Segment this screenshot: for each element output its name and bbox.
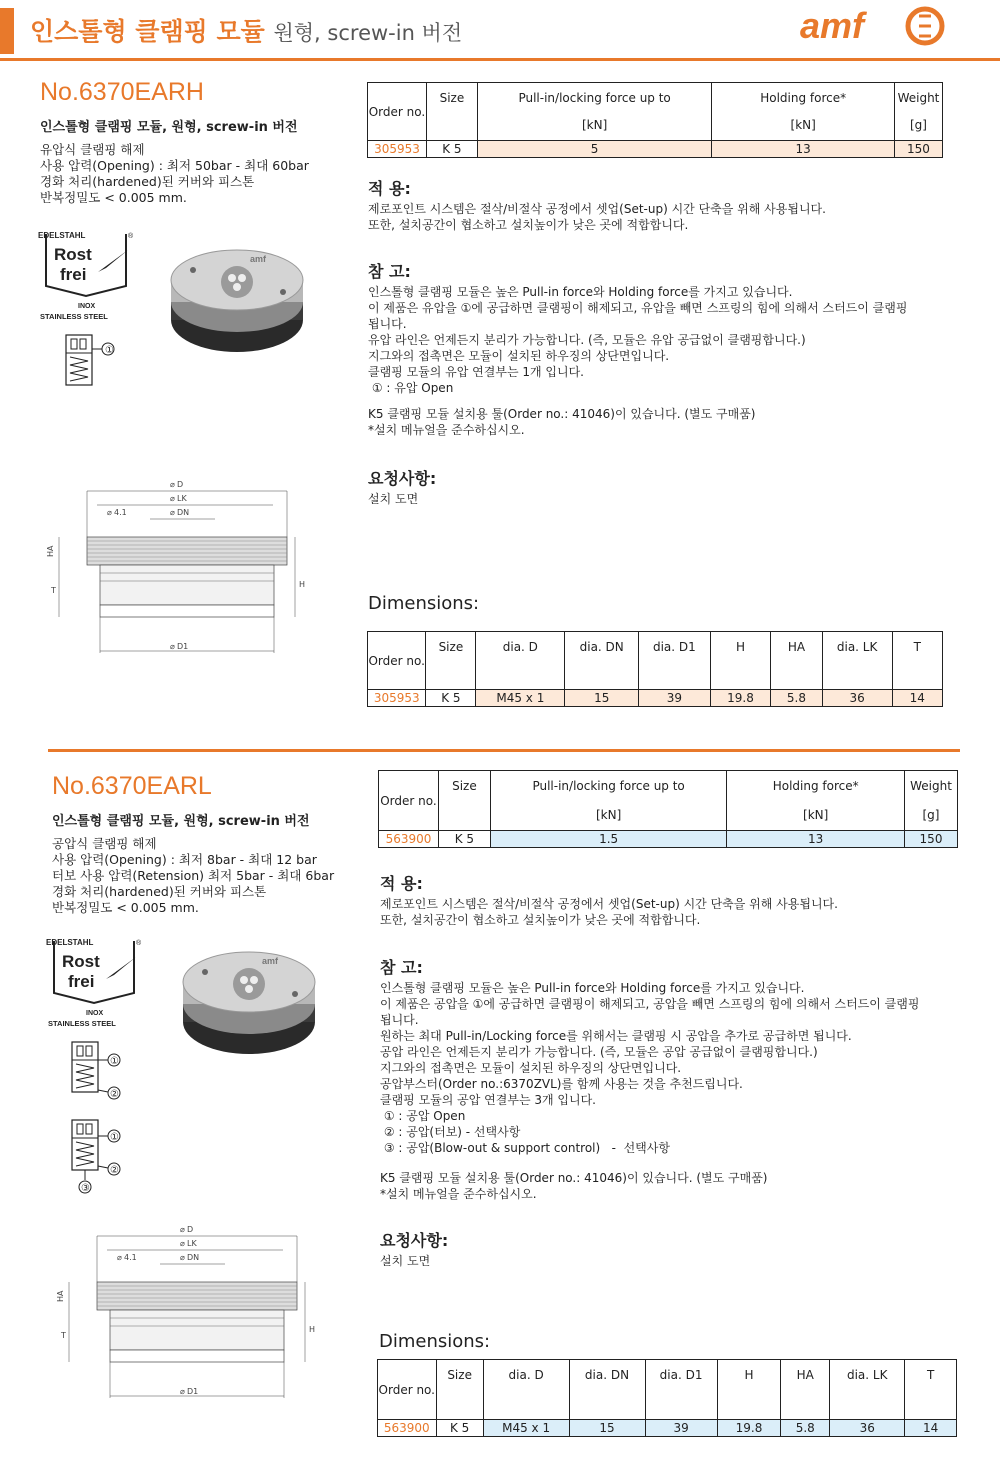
svg-text:D1: D1: [177, 642, 189, 651]
table-row: [368, 690, 943, 707]
product2-note-text: [380, 980, 980, 1202]
product1-apply-text: [368, 201, 958, 233]
svg-text:LK: LK: [177, 494, 187, 503]
svg-text:⌀: ⌀: [180, 1225, 185, 1234]
cell-dia-d: M45 x 1: [483, 1420, 569, 1437]
product2-request-item: 설치 도면: [380, 1254, 431, 1268]
svg-text:⌀: ⌀: [170, 480, 175, 489]
col-order: Order no.: [378, 1360, 437, 1420]
product1-note-text: [368, 284, 968, 438]
cell-dia-d1: 39: [645, 1420, 717, 1437]
product2-subtitle: 인스톨형 클램핑 모듈, 원형, screw-in 버전: [52, 814, 310, 829]
svg-text:②: ②: [110, 1165, 119, 1176]
note-line: 지그와의 접촉면은 모듈이 설치된 하우징의 상단면입니다.: [368, 349, 670, 363]
apply-line: 또한, 설치공간이 협소하고 설치높이가 낮은 곳에 적합합니다.: [368, 218, 689, 232]
cell-h: 19.8: [710, 690, 770, 707]
cell-dia-d1: 39: [639, 690, 711, 707]
svg-text:⌀: ⌀: [180, 1387, 185, 1396]
col-pull-in: Pull-in/locking force up to: [490, 771, 727, 804]
product1-line: 반복정밀도 < 0.005 mm.: [40, 190, 187, 205]
product1-request-heading: 요청사항:: [368, 469, 437, 488]
product1-spec-table: [367, 82, 943, 158]
svg-text:⌀: ⌀: [170, 642, 175, 651]
svg-text:Rost: Rost: [54, 245, 92, 264]
svg-text:frei: frei: [68, 972, 95, 991]
col-t: T: [905, 1360, 957, 1420]
product2-technical-drawing: [55, 1220, 335, 1405]
page-title-sub: 원형, screw-in 버전: [273, 21, 463, 45]
svg-text:INOX: INOX: [78, 303, 96, 310]
cell-dia-dn: 15: [569, 1420, 645, 1437]
svg-text:⌀: ⌀: [180, 1253, 185, 1262]
page-title-main: 인스톨형 클램핑 모듈: [30, 17, 265, 46]
hydraulic-symbol-1: [62, 333, 132, 388]
col-size: Size: [426, 83, 477, 115]
note-line: 인스톨형 클램핑 모듈은 높은 Pull-in force와 Holding force를 가지고 있습니다.: [368, 285, 793, 299]
svg-text:frei: frei: [60, 265, 87, 284]
table-row: [378, 1420, 957, 1437]
cell-size: K 5: [426, 690, 476, 707]
product2-image: [167, 942, 332, 1062]
cell-size: K 5: [436, 1420, 483, 1437]
cell-h: 19.8: [717, 1420, 781, 1437]
col-weight-unit: [g]: [894, 114, 942, 140]
svg-text:®: ®: [128, 233, 134, 240]
product1-line: 경화 처리(hardened)된 커버와 피스톤: [40, 174, 255, 189]
cell-t: 14: [905, 1420, 957, 1437]
cell-order: 563900: [379, 831, 439, 848]
product2-dimensions-table: [377, 1359, 957, 1437]
svg-text:D: D: [177, 480, 184, 489]
svg-text:DN: DN: [177, 508, 190, 517]
col-size: Size: [438, 771, 490, 804]
col-t: T: [892, 632, 942, 690]
note-line: 클램핑 모듈의 공압 연결부는 3개 입니다.: [380, 1093, 596, 1107]
col-size: Size: [426, 632, 476, 690]
col-dia-lk: dia. LK: [830, 1360, 905, 1420]
section-divider: [48, 749, 960, 752]
product1-technical-drawing: [45, 475, 325, 660]
svg-text:⌀: ⌀: [170, 508, 175, 517]
col-pull-in: Pull-in/locking force up to: [477, 83, 712, 115]
svg-text:HA: HA: [56, 1290, 65, 1302]
table-row: [368, 141, 943, 158]
cell-holding: 13: [727, 831, 905, 848]
note-line: ① : 공압 Open: [380, 1109, 466, 1123]
svg-text:STAINLESS STEEL: STAINLESS STEEL: [48, 1019, 116, 1028]
pneumatic-symbol-3: [68, 1118, 138, 1198]
svg-text:®: ®: [136, 940, 142, 947]
note-line: 이 제품은 공압을 ①에 공급하면 클램핑이 해제되고, 공압을 빼면 스프링의 힘에 의해서 스터드이 클램핑: [380, 997, 920, 1011]
svg-text:③: ③: [81, 1183, 90, 1194]
note-line: 됩니다.: [368, 317, 407, 331]
page-header: [0, 0, 1000, 62]
note-line: K5 클램핑 모듈 설치용 툴(Order no.: 41046)이 있습니다. (별도 구매품): [380, 1171, 768, 1185]
cell-size: K 5: [438, 831, 490, 848]
svg-text:Rost: Rost: [62, 952, 100, 971]
product2-line: 경화 처리(hardened)된 커버와 피스톤: [52, 884, 267, 899]
note-line: 공압 라인은 언제든지 분리가 가능합니다. (즉, 모듈은 공압 공급없이 클램핑합니다.): [380, 1045, 818, 1059]
cell-order: 563900: [378, 1420, 437, 1437]
svg-text:INOX: INOX: [86, 1010, 104, 1017]
product1-description: [40, 120, 360, 206]
col-dia-dn: dia. DN: [569, 1360, 645, 1420]
cell-dia-lk: 36: [822, 690, 892, 707]
col-weight-unit: [g]: [905, 803, 958, 830]
note-line: 인스톨형 클램핑 모듈은 높은 Pull-in force와 Holding force를 가지고 있습니다.: [380, 981, 805, 995]
product2-line: 반복정밀도 < 0.005 mm.: [52, 900, 199, 915]
product2-title: No.6370EARL: [52, 772, 212, 800]
svg-text:⌀: ⌀: [180, 1239, 185, 1248]
cell-dia-lk: 36: [830, 1420, 905, 1437]
svg-text:①: ①: [105, 345, 114, 356]
product1-title: No.6370EARH: [40, 78, 204, 106]
svg-text:⌀: ⌀: [107, 508, 112, 517]
product1-dimensions-heading: Dimensions:: [368, 593, 480, 614]
note-line: *설치 메뉴얼을 준수하십시오.: [380, 1187, 537, 1201]
note-line: *설치 메뉴얼을 준수하십시오.: [368, 423, 525, 437]
note-line: K5 클램핑 모듈 설치용 툴(Order no.: 41046)이 있습니다. (별도 구매품): [368, 407, 756, 421]
cell-order: 305953: [368, 690, 426, 707]
rostfrei-badge: [44, 935, 144, 1031]
product2-line: 터보 사용 압력(Retension) 최저 5bar - 최대 6bar: [52, 868, 335, 883]
product1-request-item: 설치 도면: [368, 492, 419, 506]
col-ha: HA: [771, 632, 823, 690]
product2-line: 사용 압력(Opening) : 최저 8bar - 최대 12 bar: [52, 852, 317, 867]
cell-weight: 150: [905, 831, 958, 848]
svg-text:EDELSTAHL: EDELSTAHL: [46, 938, 94, 947]
col-dia-d1: dia. D1: [639, 632, 711, 690]
svg-text:①: ①: [110, 1132, 119, 1143]
col-order: Order no.: [368, 632, 426, 690]
note-line: 유압 라인은 언제든지 분리가 가능합니다. (즉, 모듈은 유압 공급없이 클램핑합니다.): [368, 333, 806, 347]
svg-text:H: H: [299, 580, 306, 589]
product2-dimensions-heading: Dimensions:: [379, 1331, 491, 1352]
product2-request-heading: 요청사항:: [380, 1231, 449, 1250]
col-holding-unit: [kN]: [712, 114, 895, 140]
svg-text:EDELSTAHL: EDELSTAHL: [38, 231, 86, 240]
svg-text:4.1: 4.1: [114, 508, 127, 517]
table-row: [379, 831, 958, 848]
note-line: 이 제품은 유압을 ①에 공급하면 클램핑이 해제되고, 유압을 빼면 스프링의 힘에 의해서 스터드이 클램핑: [368, 301, 908, 315]
svg-text:DN: DN: [187, 1253, 200, 1262]
cell-dia-dn: 15: [565, 690, 639, 707]
note-line: ① : 유압 Open: [368, 381, 454, 395]
col-holding: Holding force*: [727, 771, 905, 804]
cell-holding: 13: [712, 141, 895, 158]
svg-text:HA: HA: [46, 545, 55, 557]
apply-line: 제로포인트 시스템은 절삭/비절삭 공정에서 셋업(Set-up) 시간 단축을 위해 사용됩니다.: [368, 202, 826, 216]
amf-logo: [800, 4, 945, 48]
product2-description: [52, 814, 372, 916]
note-line: ③ : 공압(Blow-out & support control) - 선택사항: [380, 1141, 670, 1155]
note-line: 됩니다.: [380, 1013, 419, 1027]
col-size-unit: [438, 803, 490, 830]
cell-ha: 5.8: [781, 1420, 830, 1437]
col-holding: Holding force*: [712, 83, 895, 115]
note-spacer: [368, 396, 968, 406]
product2-apply-text: [380, 896, 970, 928]
header-accent-bar: [0, 8, 14, 54]
svg-text:⌀: ⌀: [117, 1253, 122, 1262]
svg-text:amf: amf: [800, 5, 865, 46]
col-holding-unit: [kN]: [727, 803, 905, 830]
product1-image: [155, 240, 320, 360]
product2-spec-table: [378, 770, 958, 848]
svg-text:amf: amf: [262, 956, 279, 966]
product1-line: 사용 압력(Opening) : 최저 50bar - 최대 60bar: [40, 158, 309, 173]
header-divider: [0, 58, 1000, 61]
cell-size: K 5: [426, 141, 477, 158]
product2-line: 공압식 클램핑 해제: [52, 836, 157, 851]
product1-subtitle: 인스톨형 클램핑 모듈, 원형, screw-in 버전: [40, 120, 298, 135]
col-h: H: [710, 632, 770, 690]
col-pull-in-unit: [kN]: [477, 114, 712, 140]
cell-ha: 5.8: [771, 690, 823, 707]
svg-text:LK: LK: [187, 1239, 197, 1248]
svg-text:T: T: [61, 1331, 66, 1340]
cell-dia-d: M45 x 1: [476, 690, 565, 707]
pneumatic-symbol-2: [68, 1040, 138, 1102]
note-line: 지그와의 접촉면은 모듈이 설치된 하우징의 상단면입니다.: [380, 1061, 682, 1075]
svg-text:⌀: ⌀: [170, 494, 175, 503]
rostfrei-badge: [36, 228, 136, 324]
col-weight: Weight: [894, 83, 942, 115]
col-size-unit: [426, 114, 477, 140]
cell-weight: 150: [894, 141, 942, 158]
col-dia-dn: dia. DN: [565, 632, 639, 690]
cell-pull-in: 5: [477, 141, 712, 158]
note-line: ② : 공압(터보) - 선택사항: [380, 1125, 521, 1139]
col-dia-d: dia. D: [476, 632, 565, 690]
svg-text:②: ②: [110, 1089, 119, 1100]
svg-text:D1: D1: [187, 1387, 199, 1396]
col-pull-in-unit: [kN]: [490, 803, 727, 830]
note-line: 클램핑 모듈의 유압 연결부는 1개 입니다.: [368, 365, 584, 379]
col-dia-d: dia. D: [483, 1360, 569, 1420]
product1-note-heading: 참 고:: [368, 262, 411, 281]
note-spacer: [380, 1156, 980, 1170]
svg-text:STAINLESS STEEL: STAINLESS STEEL: [40, 312, 108, 321]
col-dia-d1: dia. D1: [645, 1360, 717, 1420]
note-line: 원하는 최대 Pull-in/Locking force를 위해서는 클램핑 시 공압을 추가로 공급하면 됩니다.: [380, 1029, 852, 1043]
page-title: [30, 12, 462, 48]
cell-order: 305953: [368, 141, 427, 158]
apply-line: 제로포인트 시스템은 절삭/비절삭 공정에서 셋업(Set-up) 시간 단축을 위해 사용됩니다.: [380, 897, 838, 911]
product1-dimensions-table: [367, 631, 943, 707]
col-h: H: [717, 1360, 781, 1420]
product2-apply-heading: 적 용:: [380, 874, 423, 893]
svg-text:4.1: 4.1: [124, 1253, 137, 1262]
cell-t: 14: [892, 690, 942, 707]
col-order: Order no.: [379, 771, 439, 831]
svg-text:T: T: [51, 586, 56, 595]
col-weight: Weight: [905, 771, 958, 804]
col-ha: HA: [781, 1360, 830, 1420]
svg-text:H: H: [309, 1325, 316, 1334]
col-size: Size: [436, 1360, 483, 1420]
product1-apply-heading: 적 용:: [368, 179, 411, 198]
product2-note-heading: 참 고:: [380, 958, 423, 977]
apply-line: 또한, 설치공간이 협소하고 설치높이가 낮은 곳에 적합합니다.: [380, 913, 701, 927]
svg-text:D: D: [187, 1225, 194, 1234]
cell-pull-in: 1.5: [490, 831, 727, 848]
col-order: Order no.: [368, 83, 427, 141]
col-dia-lk: dia. LK: [822, 632, 892, 690]
svg-text:①: ①: [110, 1056, 119, 1067]
product1-line: 유압식 클램핑 해제: [40, 142, 145, 157]
note-line: 공압부스터(Order no.:6370ZVL)를 함께 사용는 것을 추천드립니다.: [380, 1077, 743, 1091]
svg-text:amf: amf: [250, 254, 267, 264]
